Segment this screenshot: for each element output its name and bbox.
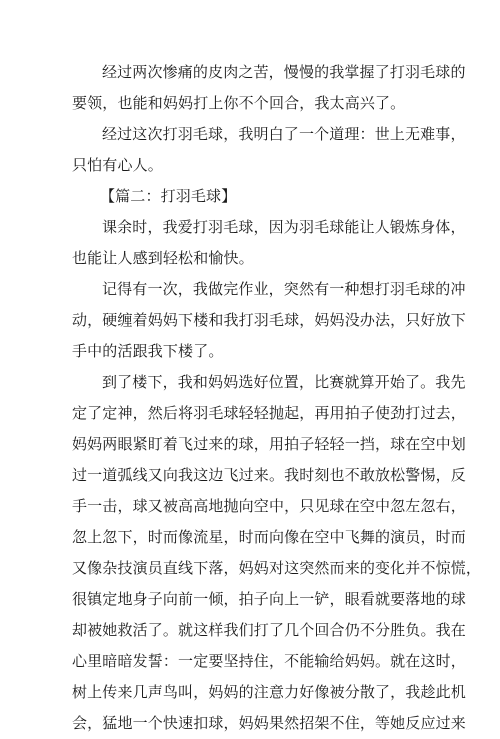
paragraph-line: 也能让人感到轻松和愉快。	[72, 249, 254, 267]
paragraph-line: 定了定神，然后将羽毛球轻轻抛起，再用拍子使劲打过去，	[72, 404, 466, 422]
paragraph-line: 要领，也能和妈妈打上你不个回合，我太高兴了。	[72, 94, 406, 112]
paragraph-line: 很镇定地身子向前一倾，拍子向上一铲，眼看就要落地的球	[72, 590, 466, 608]
paragraph-line: 到了楼下，我和妈妈选好位置，比赛就算开始了。我先	[102, 373, 466, 391]
paragraph-line: 经过两次惨痛的皮肉之苦，慢慢的我掌握了打羽毛球的	[102, 63, 466, 81]
paragraph-line: 忽上忽下，时而像流星，时而向像在空中飞舞的演员，时而	[72, 528, 466, 546]
paragraph-line: 心里暗暗发誓：一定要坚持住，不能输给妈妈。就在这时，	[72, 652, 466, 670]
paragraph-line: 记得有一次，我做完作业，突然有一种想打羽毛球的冲	[102, 280, 466, 298]
paragraph-line: 树上传来几声鸟叫，妈妈的注意力好像被分散了，我趁此机	[72, 683, 466, 701]
paragraph-line: 手中的活跟我下楼了。	[72, 342, 224, 360]
paragraph-line: 经过这次打羽毛球，我明白了一个道理：世上无难事，	[102, 125, 466, 143]
paragraph-line: 却被她救活了。就这样我们打了几个回合仍不分胜负。我在	[72, 621, 466, 639]
section-heading: 【篇二：打羽毛球】	[100, 187, 237, 205]
paragraph-line: 动，硬缠着妈妈下楼和我打羽毛球，妈妈没办法，只好放下	[72, 311, 466, 329]
paragraph-line: 过一道弧线又向我这边飞过来。我时刻也不敢放松警惕，反	[72, 466, 466, 484]
paragraph-line: 只怕有心人。	[72, 156, 163, 174]
paragraph-line: 又像杂技演员直线下落，妈妈对这突然而来的变化并不惊慌，	[72, 559, 482, 577]
paragraph-line: 手一击，球又被高高地抛向空中，只见球在空中忽左忽右，	[72, 497, 466, 515]
paragraph-line: 课余时，我爱打羽毛球，因为羽毛球能让人锻炼身体，	[102, 218, 466, 236]
paragraph-line: 会，猛地一个快速扣球，妈妈果然招架不住，等她反应过来	[72, 714, 466, 732]
paragraph-line: 妈妈两眼紧盯着飞过来的球，用拍子轻轻一挡，球在空中划	[72, 435, 466, 453]
